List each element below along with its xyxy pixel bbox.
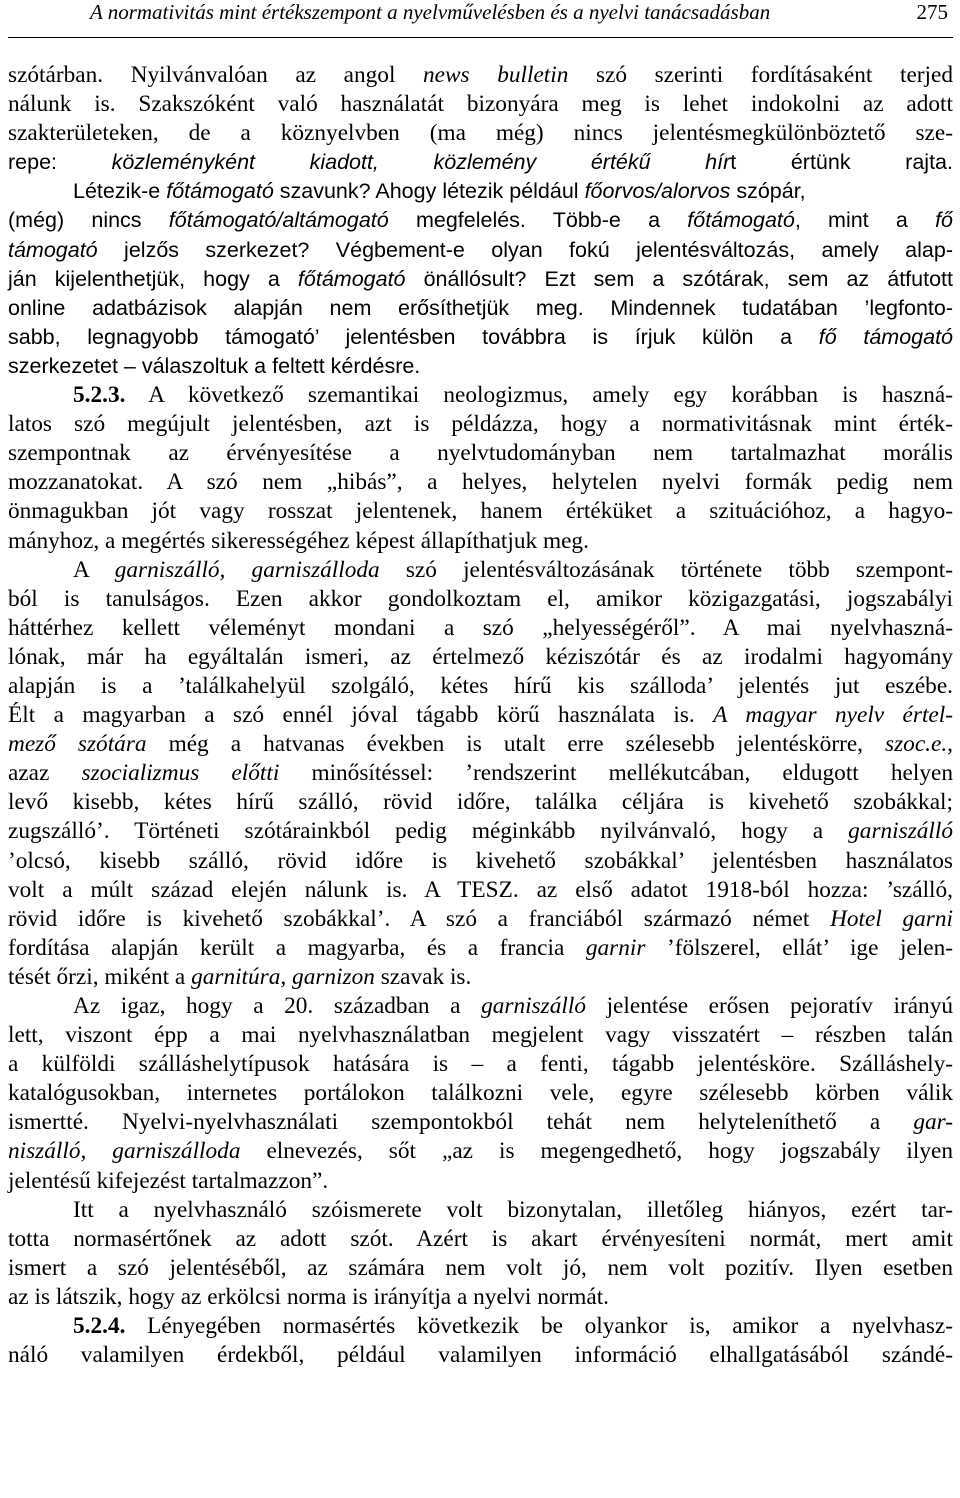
text-run: rövid időre is kivehető szobákkal’. A szó a franciából származó német xyxy=(8,905,831,932)
section-number: 5.2.3. xyxy=(73,382,126,409)
text-line xyxy=(8,61,953,90)
italic-term: Hotel garni xyxy=(830,905,953,932)
text-run: totta normasértőnek az adott szót. Azért is akart érvényesíteni normát, mert amit xyxy=(8,1225,953,1252)
text-run: levő kisebb, kétes hírű szálló, rövid időre, találka céljára is kivehető szobákkal; xyxy=(8,789,953,816)
text-line xyxy=(8,1283,953,1312)
italic-term: főtámogató xyxy=(297,266,406,291)
italic-term: főtámogató xyxy=(166,179,274,204)
text-line xyxy=(8,265,953,294)
text-line xyxy=(8,556,953,585)
text-run: t értünk rajta. xyxy=(730,150,953,175)
text-run: háttérhez kellett véleményt mondani a szó „helyességéről”. A mai nyelvhaszná- xyxy=(8,614,953,641)
text-run: ján kijelenthetjük, hogy a xyxy=(8,266,298,291)
text-line xyxy=(8,759,953,788)
text-line xyxy=(8,1050,953,1079)
section-number: 5.2.4. xyxy=(73,1313,126,1340)
text-line xyxy=(8,730,953,759)
text-run: azaz xyxy=(8,760,82,787)
text-line xyxy=(8,468,953,497)
text-line xyxy=(8,992,953,1021)
text-run: szó szerinti fordításaként terjed xyxy=(568,62,954,88)
text-run: önállósult? Ezt sem a szótárak, sem az átfutott xyxy=(405,266,953,291)
text-line xyxy=(8,1312,953,1341)
text-line xyxy=(8,439,953,468)
text-run: tését őrzi, miként a xyxy=(8,963,192,990)
text-line xyxy=(8,1079,953,1108)
text-line xyxy=(8,1167,953,1196)
text-line xyxy=(8,1254,953,1283)
text-line xyxy=(8,90,953,119)
text-line xyxy=(8,643,953,672)
text-run: önmagukban jót vagy rosszat jelentenek, hanem értéküket a szituációhoz, a hagyo- xyxy=(8,498,953,525)
text-line xyxy=(8,1021,953,1050)
text-run: online adatbázisok alapján nem erősíthetjük meg. Mindennek tudatában ’legfonto- xyxy=(8,295,953,320)
text-run: nálunk is. Szakszóként való használatát bizonyára meg is lehet indokolni az adott xyxy=(8,91,953,118)
italic-term: A magyar nyelv értel- xyxy=(713,702,953,729)
text-run: zugszálló’. Történeti szótárainkból pedig méginkább nyilvánvaló, hogy a xyxy=(8,818,849,845)
text-run: ból is tanulságos. Ezen akkor gondolkoztam el, amikor közigazgatási, jogszabályi xyxy=(8,585,953,612)
text-run: ’olcsó, kisebb szálló, rövid időre is kivehető szobákkal’ jelentésben használatos xyxy=(8,847,953,874)
text-line xyxy=(8,672,953,701)
text-run: szavak is. xyxy=(374,963,472,990)
text-run: ismert a szó jelentéséből, az számára nem volt jó, nem volt pozitív. Ilyen esetben xyxy=(8,1254,953,1281)
text-run: , mint a xyxy=(794,208,936,233)
text-run: minősítéssel: ’rendszerint mellékutcában, eldugott helyen xyxy=(279,760,953,787)
text-line xyxy=(8,497,953,526)
text-run: Itt a nyelvhasználó szóismerete volt bizonytalan, illetőleg hiányos, ezért tar- xyxy=(73,1196,953,1223)
text-run: lónak, már ha egyáltalán ismeri, az értelmező kéziszótár és az irodalmi hagyomány xyxy=(8,643,953,670)
text-line xyxy=(8,934,953,963)
text-run: szópár, xyxy=(730,179,806,204)
italic-term: garniszálló, garniszálloda xyxy=(114,556,380,583)
text-run: A következő szemantikai neologizmus, amely egy korábban is haszná- xyxy=(125,382,953,409)
text-run: jelentése erősen pejoratív irányú xyxy=(585,993,953,1019)
text-line xyxy=(8,148,953,177)
text-line xyxy=(8,119,953,148)
italic-term: közleményként kiadott, közlemény értékű hír xyxy=(111,150,731,175)
italic-term: gar- xyxy=(913,1109,953,1136)
text-line xyxy=(8,352,953,381)
text-run: megfelelés. Több-e a xyxy=(388,208,688,233)
text-run: volt a múlt század elején nálunk is. A TESZ. az első adatot 1918-ból hozza: ’szálló, xyxy=(8,876,953,903)
text-run: náló valamilyen érdekből, például valamilyen információ elhallgatásából szándé- xyxy=(8,1342,953,1369)
text-run: A xyxy=(73,556,115,583)
text-run: (még) nincs xyxy=(8,208,169,233)
italic-term: niszálló, garniszálloda xyxy=(8,1138,241,1165)
text-run: fordítása alapján került a magyarba, és a francia xyxy=(8,934,586,961)
italic-term: mező szótára xyxy=(8,731,147,758)
italic-term: garniszálló xyxy=(481,993,586,1019)
text-run: alapján is a ’találkahelyül szolgáló, kétes hírű kis szálloda’ jelentés jut eszébe. xyxy=(8,672,953,699)
italic-term: főtámogató/altámogató xyxy=(168,208,389,233)
text-run: sabb, legnagyobb támogató’ jelentésben továbbra is írjuk külön a xyxy=(8,324,819,349)
text-line xyxy=(8,1341,953,1370)
text-line xyxy=(8,585,953,614)
text-run: ’fölszerel, ellát’ ige jelen- xyxy=(645,934,953,961)
text-line xyxy=(8,876,953,905)
italic-term: news bulletin xyxy=(423,62,569,88)
italic-term: fő támogató xyxy=(818,324,954,349)
italic-term: főtámogató xyxy=(687,208,795,233)
text-run: szavunk? Ahogy létezik például xyxy=(273,179,585,204)
body-text xyxy=(8,61,953,1370)
text-line xyxy=(8,1137,953,1166)
text-line xyxy=(8,1108,953,1137)
header-rule xyxy=(8,37,953,38)
italic-term: fő xyxy=(935,208,953,233)
text-run: szempontnak az érvényesítése a nyelvtudományban nem tartalmazhat morális xyxy=(8,440,953,467)
italic-term: garnir xyxy=(585,934,646,961)
italic-term: támogató xyxy=(8,237,98,262)
text-run: katalógusokban, internetes portálokon találkozni vele, egyre szélesebb körben válik xyxy=(8,1080,953,1107)
italic-term: szocializmus előtti xyxy=(81,760,280,787)
text-line xyxy=(8,1225,953,1254)
text-run: Az igaz, hogy a 20. században a xyxy=(73,993,482,1019)
text-line xyxy=(8,847,953,876)
page-number: 275 xyxy=(916,0,948,24)
text-run: mozzanatokat. A szó nem „hibás”, a helyes, helytelen nyelvi formák pedig nem xyxy=(8,469,953,496)
text-run: Létezik-e xyxy=(73,179,167,204)
text-run: repe: xyxy=(8,150,112,175)
italic-term: garnitúra, garnizon xyxy=(191,963,375,990)
text-run: szerkezetet – válaszoltuk a feltett kérdésre. xyxy=(8,353,421,378)
text-run: Élt a magyarban a szó ennél jóval tágabb körű használata is. xyxy=(8,702,714,729)
italic-term: főorvos/alorvos xyxy=(584,179,731,204)
text-run: szó jelentésváltozásának története több szempont- xyxy=(379,556,953,583)
italic-term: szoc.e. xyxy=(885,731,948,758)
text-run: mányhoz, a megértés sikerességéhez képest állapíthatjuk meg. xyxy=(8,527,589,554)
text-line xyxy=(8,294,953,323)
text-line xyxy=(8,236,953,265)
text-run: Lényegében normasértés következik be olyankor is, amikor a nyelvhasz- xyxy=(125,1313,953,1340)
italic-term: garniszálló xyxy=(848,818,953,845)
text-run: ismertté. Nyelvi-nyelvhasználati szempontokból tehát nem helyteleníthető a xyxy=(8,1109,914,1136)
text-run: szakterületeken, de a köznyelvben (ma még) nincs jelentésmegkülönböztető sze- xyxy=(8,120,953,147)
text-run: még a hatvanas években is utalt erre szélesebb jelentéskörre, xyxy=(146,731,886,758)
text-line xyxy=(8,1196,953,1225)
text-line xyxy=(8,527,953,556)
running-header-title: A normativitás mint értékszempont a nyelvművelésben és a nyelvi tanácsadásban xyxy=(90,0,771,24)
text-run: jelzős szerkezet? Végbement-e olyan fokú jelentésváltozás, amely alap- xyxy=(97,237,953,262)
text-run: latos szó megújult jelentésben, azt is példázza, hogy a normativitásnak mint érték- xyxy=(8,411,953,438)
text-line xyxy=(8,614,953,643)
text-run: az is látszik, hogy az erkölcsi norma is irányítja a nyelvi normát. xyxy=(8,1283,610,1310)
running-header xyxy=(0,0,960,40)
text-run: lett, viszont épp a mai nyelvhasználatban megjelent vagy visszatért – részben talán xyxy=(8,1022,953,1049)
text-line xyxy=(8,788,953,817)
text-line xyxy=(8,905,953,934)
text-run: , xyxy=(947,731,953,758)
text-run: szótárban. Nyilvánvalóan az angol xyxy=(8,62,424,88)
text-line xyxy=(8,381,953,410)
text-line xyxy=(8,817,953,846)
text-run: a külföldi szálláshelytípusok hatására is – a fenti, tágabb jelentésköre. Szálláshely- xyxy=(8,1051,953,1078)
text-run: jelentésű kifejezést tartalmazzon”. xyxy=(8,1167,329,1194)
text-line xyxy=(8,701,953,730)
text-line xyxy=(8,177,953,206)
text-run: elnevezés, sőt „az is megengedhető, hogy jogszabály ilyen xyxy=(240,1138,953,1165)
text-line xyxy=(8,323,953,352)
text-line xyxy=(8,410,953,439)
text-line xyxy=(8,206,953,235)
text-line xyxy=(8,963,953,992)
